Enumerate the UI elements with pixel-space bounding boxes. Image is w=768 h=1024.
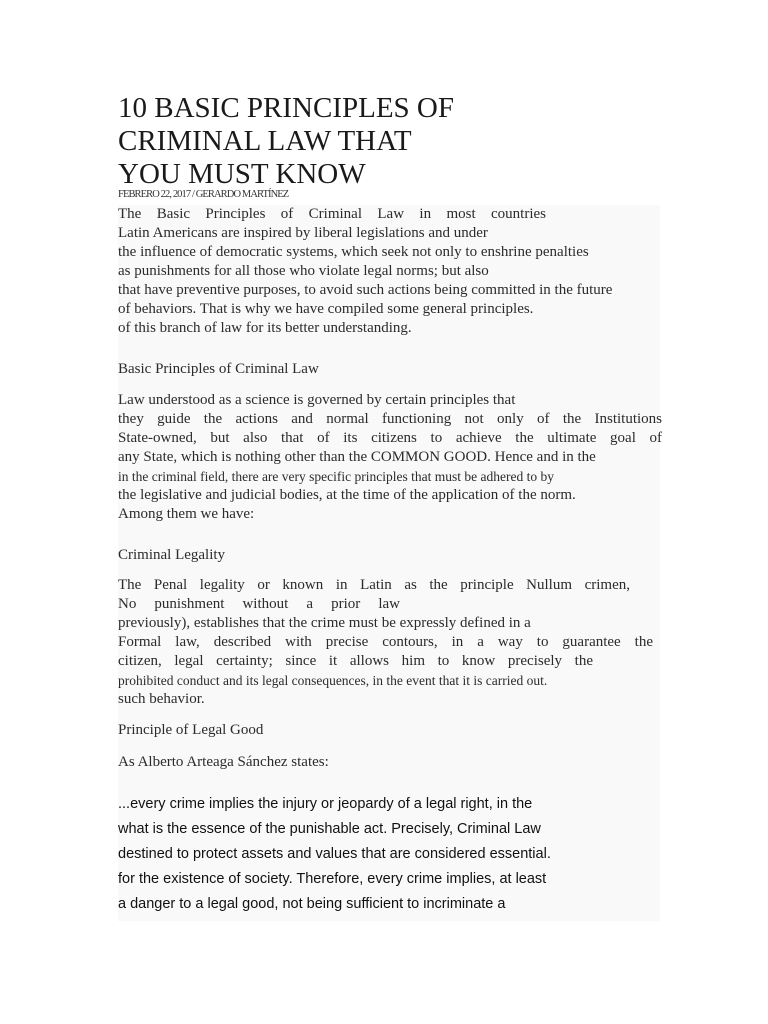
quote-line: destined to protect assets and values that are considered essential.	[118, 846, 551, 862]
article-body	[118, 205, 660, 921]
text-line: The Basic Principles of Criminal Law in most countries	[118, 206, 546, 222]
text-line: the legislative and judicial bodies, at the time of the application of the norm.	[118, 487, 576, 503]
text-line: in the criminal field, there are very specific principles that must be adhered to by	[118, 469, 554, 484]
article-title	[118, 92, 658, 191]
text-line: prohibited conduct and its legal consequences, in the event that it is carried out.	[118, 673, 548, 688]
section-heading: Principle of Legal Good	[118, 722, 264, 738]
intro-paragraph	[118, 205, 660, 338]
text-line: such behavior.	[118, 691, 205, 707]
title-line: 10 BASIC PRINCIPLES OF	[118, 92, 454, 124]
text-line: The Penal legality or known in Latin as the principle Nullum crimen,	[118, 577, 630, 593]
text-line: Among them we have:	[118, 506, 255, 522]
text-line: as punishments for all those who violate legal norms; but also	[118, 263, 489, 279]
quote-line: for the existence of society. Therefore, every crime implies, at least	[118, 871, 547, 887]
text-line: they guide the actions and normal functioning not only of the Institutions	[118, 411, 662, 427]
text-line: Law understood as a science is governed by certain principles that	[118, 392, 516, 408]
section-paragraph	[118, 576, 660, 709]
section-heading: Criminal Legality	[118, 547, 226, 563]
text-line: State-owned, but also that of its citizens to achieve the ultimate goal of	[118, 430, 662, 446]
text-line: the influence of democratic systems, which seek not only to enshrine penalties	[118, 244, 589, 260]
text-line: Formal law, described with precise contours, in a way to guarantee the	[118, 634, 653, 650]
section-paragraph	[118, 391, 660, 524]
quote-line: a danger to a legal good, not being sufficient to incriminate a	[118, 896, 506, 912]
blockquote	[118, 792, 660, 917]
section-heading: Basic Principles of Criminal Law	[118, 361, 319, 377]
text-line: Latin Americans are inspired by liberal legislations and under	[118, 225, 488, 241]
quote-line: ...every crime implies the injury or jeopardy of a legal right, in the	[118, 796, 533, 812]
text-line: previously), establishes that the crime must be expressly defined in a	[118, 615, 531, 631]
text-line: No punishment without a prior law	[118, 596, 400, 612]
article	[118, 92, 662, 921]
text-line: citizen, legal certainty; since it allows him to know precisely the	[118, 653, 593, 669]
text-line: any State, which is nothing other than the COMMON GOOD. Hence and in the	[118, 449, 596, 465]
title-line: YOU MUST KNOW	[118, 158, 366, 190]
text-line: that have preventive purposes, to avoid such actions being committed in the future	[118, 282, 613, 298]
quote-line: what is the essence of the punishable act. Precisely, Criminal Law	[118, 821, 541, 837]
title-line: CRIMINAL LAW THAT	[118, 125, 412, 157]
quote-attribution: As Alberto Arteaga Sánchez states:	[118, 754, 329, 770]
text-line: of this branch of law for its better understanding.	[118, 320, 412, 336]
text-line: of behaviors. That is why we have compiled some general principles.	[118, 301, 534, 317]
article-byline: FEBRERO 22, 2017 / GERARDO MARTÍNEZ	[118, 189, 289, 200]
